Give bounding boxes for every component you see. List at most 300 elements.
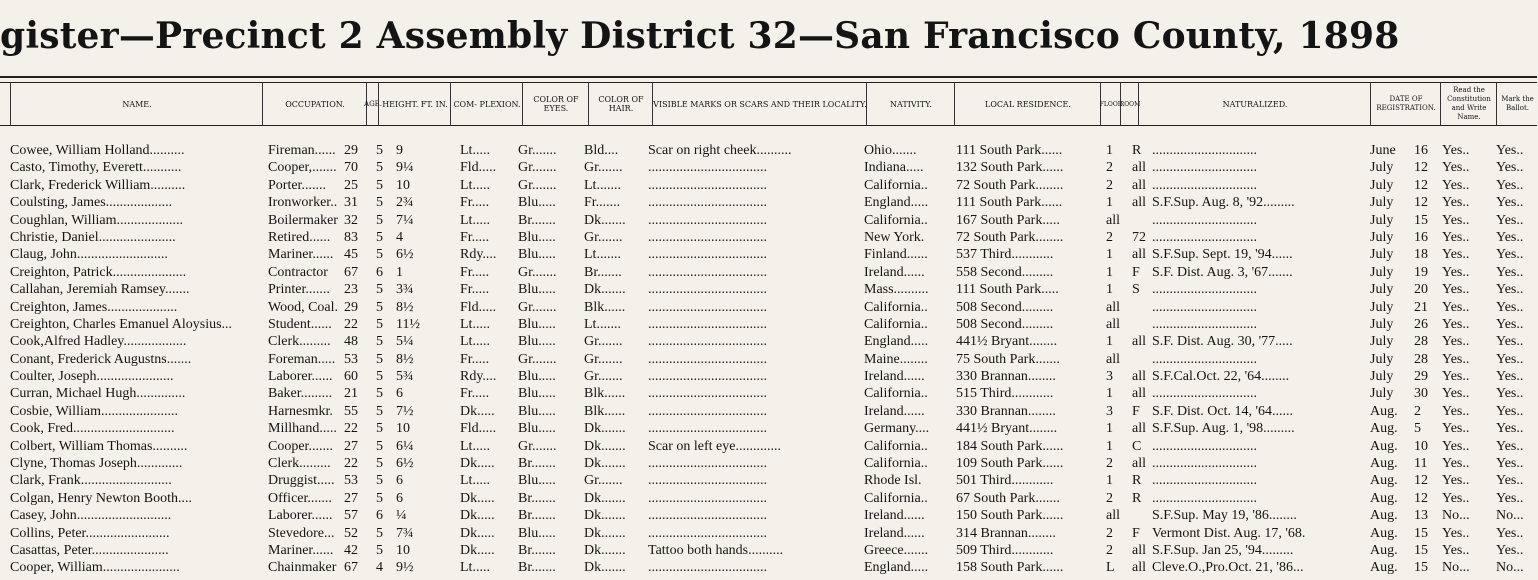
- floor: 2: [1106, 177, 1113, 193]
- hair-color: Dk.......: [584, 438, 626, 454]
- read-write: Yes..: [1442, 351, 1470, 367]
- age: 55: [344, 403, 358, 419]
- occupation: Foreman.....: [268, 351, 336, 367]
- local-residence: 184 South Park......: [956, 438, 1064, 454]
- voter-name: Creighton, Patrick.....................: [10, 264, 187, 280]
- floor: all: [1106, 299, 1120, 315]
- registration-day: 12: [1414, 160, 1428, 176]
- occupation: Chainmaker: [268, 560, 337, 576]
- height-feet: 5: [376, 525, 383, 541]
- occupation: Druggist.....: [268, 473, 335, 489]
- eye-color: Blu.....: [518, 525, 556, 541]
- occupation: Wood, Coal.: [268, 299, 339, 315]
- local-residence: 515 Third............: [956, 386, 1054, 402]
- eye-color: Blu.....: [518, 369, 556, 385]
- naturalized: S.F.Sup. Aug. 8, '92.........: [1152, 195, 1295, 211]
- visible-marks: ..................................: [648, 456, 767, 472]
- height-inches: 6: [396, 473, 403, 489]
- visible-marks: ..................................: [648, 316, 767, 332]
- floor: 3: [1106, 403, 1113, 419]
- floor: 2: [1106, 229, 1113, 245]
- complexion: Lt.....: [460, 177, 490, 193]
- height-inches: 7¼: [396, 212, 414, 228]
- eye-color: Br.......: [518, 490, 556, 506]
- mark-ballot: No...: [1496, 508, 1524, 524]
- naturalized: ..............................: [1152, 160, 1257, 176]
- table-row: [0, 246, 1537, 263]
- mark-ballot: Yes..: [1496, 542, 1524, 558]
- visible-marks: ..................................: [648, 282, 767, 298]
- mark-ballot: Yes..: [1496, 525, 1524, 541]
- height-feet: 5: [376, 212, 383, 228]
- naturalized: ..............................: [1152, 386, 1257, 402]
- occupation: Officer.......: [268, 490, 332, 506]
- registration-day: 15: [1414, 525, 1428, 541]
- read-write: Yes..: [1442, 456, 1470, 472]
- read-write: Yes..: [1442, 282, 1470, 298]
- registration-month: July: [1370, 299, 1394, 315]
- registration-month: July: [1370, 177, 1394, 193]
- occupation: Porter.......: [268, 177, 326, 193]
- header-nativity: NATIVITY.: [866, 83, 955, 125]
- nativity: New York.: [864, 229, 925, 245]
- read-write: Yes..: [1442, 542, 1470, 558]
- local-residence: 441½ Bryant........: [956, 334, 1058, 350]
- registration-month: July: [1370, 195, 1394, 211]
- height-inches: 5¾: [396, 369, 414, 385]
- eye-color: Blu.....: [518, 282, 556, 298]
- hair-color: Dk.......: [584, 508, 626, 524]
- mark-ballot: Yes..: [1496, 229, 1524, 245]
- occupation: Ironworker..: [268, 195, 338, 211]
- header-name: NAME.: [10, 83, 263, 125]
- complexion: Fld.....: [460, 160, 497, 176]
- register-title: gister—Precinct 2 Assembly District 32—San Francisco County, 1898: [0, 15, 1400, 57]
- hair-color: Blk......: [584, 386, 626, 402]
- room: all: [1132, 542, 1146, 558]
- room: all: [1132, 560, 1146, 576]
- naturalized: ..............................: [1152, 351, 1257, 367]
- local-residence: 501 Third............: [956, 473, 1054, 489]
- mark-ballot: Yes..: [1496, 212, 1524, 228]
- read-write: Yes..: [1442, 212, 1470, 228]
- floor: 2: [1106, 160, 1113, 176]
- room: R: [1132, 473, 1142, 489]
- visible-marks: Tattoo both hands..........: [648, 542, 784, 558]
- room: C: [1132, 438, 1142, 454]
- read-write: Yes..: [1442, 177, 1470, 193]
- room: all: [1132, 195, 1146, 211]
- voter-name: Collins, Peter........................: [10, 525, 170, 541]
- age: 60: [344, 369, 358, 385]
- registration-month: July: [1370, 264, 1394, 280]
- voter-name: Claug, John..........................: [10, 247, 168, 263]
- visible-marks: ..................................: [648, 299, 767, 315]
- nativity: California..: [864, 456, 928, 472]
- local-residence: 111 South Park......: [956, 195, 1063, 211]
- hair-color: Fr.......: [584, 195, 621, 211]
- local-residence: 558 Second.........: [956, 264, 1054, 280]
- eye-color: Gr.......: [518, 299, 557, 315]
- age: 22: [344, 421, 358, 437]
- hair-color: Dk.......: [584, 212, 626, 228]
- room: F: [1132, 403, 1140, 419]
- hair-color: Gr.......: [584, 334, 623, 350]
- room: all: [1132, 456, 1146, 472]
- complexion: Dk.....: [460, 403, 495, 419]
- nativity: Germany....: [864, 421, 930, 437]
- naturalized: S.F.Cal.Oct. 22, '64........: [1152, 369, 1290, 385]
- mark-ballot: Yes..: [1496, 351, 1524, 367]
- complexion: Fld.....: [460, 299, 497, 315]
- occupation: Mariner......: [268, 247, 334, 263]
- local-residence: 111 South Park.....: [956, 282, 1059, 298]
- voter-name: Clark, Frederick William..........: [10, 177, 186, 193]
- mark-ballot: Yes..: [1496, 299, 1524, 315]
- mark-ballot: Yes..: [1496, 334, 1524, 350]
- naturalized: S.F.Sup. Jan 25, '94.........: [1152, 542, 1294, 558]
- read-write: Yes..: [1442, 369, 1470, 385]
- height-inches: 10: [396, 421, 410, 437]
- header-registration: DATE OF REGISTRATION.: [1370, 83, 1441, 125]
- mark-ballot: Yes..: [1496, 264, 1524, 280]
- header-occupation: OCCUPATION.: [262, 83, 367, 125]
- height-feet: 5: [376, 299, 383, 315]
- complexion: Rdy....: [460, 369, 497, 385]
- complexion: Lt.....: [460, 334, 490, 350]
- table-row: [0, 507, 1537, 524]
- height-feet: 6: [376, 264, 383, 280]
- visible-marks: Scar on right cheek..........: [648, 143, 792, 158]
- complexion: Lt.....: [460, 316, 490, 332]
- naturalized: S.F. Dist. Aug. 3, '67.......: [1152, 264, 1293, 280]
- eye-color: Blu.....: [518, 195, 556, 211]
- header-hair: COLOR OF HAIR.: [588, 83, 653, 125]
- page-title: [0, 4, 1537, 78]
- table-row: [0, 264, 1537, 281]
- table-row: [0, 559, 1537, 576]
- naturalized: ..............................: [1152, 299, 1257, 315]
- local-residence: 508 Second.........: [956, 299, 1054, 315]
- table-row: [0, 403, 1537, 420]
- mark-ballot: Yes..: [1496, 316, 1524, 332]
- hair-color: Dk.......: [584, 542, 626, 558]
- eye-color: Blu.....: [518, 334, 556, 350]
- naturalized: ..............................: [1152, 473, 1257, 489]
- read-write: Yes..: [1442, 195, 1470, 211]
- eye-color: Gr.......: [518, 177, 557, 193]
- height-feet: 5: [376, 438, 383, 454]
- registration-day: 21: [1414, 299, 1428, 315]
- local-residence: 158 South Park......: [956, 560, 1064, 576]
- hair-color: Lt.......: [584, 316, 621, 332]
- height-inches: 9¼: [396, 160, 414, 176]
- naturalized: ..............................: [1152, 456, 1257, 472]
- age: 22: [344, 316, 358, 332]
- complexion: Fr.....: [460, 264, 490, 280]
- registration-month: Aug.: [1370, 525, 1398, 541]
- voter-name: Coulsting, James...................: [10, 195, 173, 211]
- mark-ballot: Yes..: [1496, 143, 1524, 158]
- mark-ballot: Yes..: [1496, 386, 1524, 402]
- voter-name: Creighton, Charles Emanuel Aloysius...: [10, 316, 233, 332]
- room: F: [1132, 525, 1140, 541]
- mark-ballot: Yes..: [1496, 421, 1524, 437]
- eye-color: Br.......: [518, 212, 556, 228]
- complexion: Fr.....: [460, 195, 490, 211]
- voter-name: Coughlan, William...................: [10, 212, 184, 228]
- height-feet: 5: [376, 369, 383, 385]
- eye-color: Gr.......: [518, 264, 557, 280]
- nativity: Ireland......: [864, 525, 925, 541]
- visible-marks: ..................................: [648, 177, 767, 193]
- occupation: Fireman......: [268, 143, 336, 158]
- visible-marks: ..................................: [648, 334, 767, 350]
- occupation: Clerk.........: [268, 456, 331, 472]
- nativity: Maine........: [864, 351, 928, 367]
- occupation: Laborer......: [268, 369, 333, 385]
- floor: 2: [1106, 456, 1113, 472]
- mark-ballot: Yes..: [1496, 456, 1524, 472]
- height-inches: 8½: [396, 351, 414, 367]
- age: 67: [344, 560, 358, 576]
- naturalized: ..............................: [1152, 438, 1257, 454]
- visible-marks: ..................................: [648, 160, 767, 176]
- height-feet: 5: [376, 177, 383, 193]
- registration-day: 2: [1414, 403, 1421, 419]
- nativity: England.....: [864, 334, 929, 350]
- local-residence: 150 South Park......: [956, 508, 1064, 524]
- visible-marks: ..................................: [648, 403, 767, 419]
- voter-name: Colbert, William Thomas..........: [10, 438, 188, 454]
- voter-rows: [0, 142, 1537, 577]
- floor: 1: [1106, 334, 1113, 350]
- voter-name: Cosbie, William......................: [10, 403, 178, 419]
- naturalized: ..............................: [1152, 229, 1257, 245]
- complexion: Fr.....: [460, 386, 490, 402]
- registration-day: 15: [1414, 542, 1428, 558]
- nativity: California..: [864, 386, 928, 402]
- naturalized: S.F.Sup. Aug. 1, '98.........: [1152, 421, 1295, 437]
- nativity: California..: [864, 299, 928, 315]
- table-row: [0, 455, 1537, 472]
- complexion: Fr.....: [460, 229, 490, 245]
- room: all: [1132, 386, 1146, 402]
- nativity: Ireland......: [864, 403, 925, 419]
- eye-color: Gr.......: [518, 143, 557, 158]
- floor: all: [1106, 212, 1120, 228]
- registration-month: Aug.: [1370, 508, 1398, 524]
- registration-day: 16: [1414, 143, 1428, 158]
- read-write: Yes..: [1442, 299, 1470, 315]
- occupation: Harnesmkr.: [268, 403, 333, 419]
- height-inches: 6½: [396, 247, 414, 263]
- age: 25: [344, 177, 358, 193]
- occupation: Laborer......: [268, 508, 333, 524]
- registration-month: Aug.: [1370, 473, 1398, 489]
- height-inches: 9: [396, 143, 403, 158]
- visible-marks: ..................................: [648, 247, 767, 263]
- floor: all: [1106, 351, 1120, 367]
- registration-day: 19: [1414, 264, 1428, 280]
- voter-name: Callahan, Jeremiah Ramsey.......: [10, 282, 190, 298]
- height-feet: 5: [376, 247, 383, 263]
- age: 32: [344, 212, 358, 228]
- occupation: Retired......: [268, 229, 331, 245]
- height-inches: 3¾: [396, 282, 414, 298]
- registration-day: 28: [1414, 351, 1428, 367]
- mark-ballot: Yes..: [1496, 403, 1524, 419]
- registration-day: 29: [1414, 369, 1428, 385]
- age: 53: [344, 351, 358, 367]
- height-inches: 1: [396, 264, 403, 280]
- read-write: No...: [1442, 560, 1470, 576]
- eye-color: Blu.....: [518, 403, 556, 419]
- visible-marks: ..................................: [648, 560, 767, 576]
- height-feet: 5: [376, 542, 383, 558]
- table-row: [0, 316, 1537, 333]
- occupation: Contractor: [268, 264, 328, 280]
- height-feet: 5: [376, 421, 383, 437]
- visible-marks: Scar on left eye.............: [648, 438, 781, 454]
- voter-name: Cook, Fred.............................: [10, 421, 175, 437]
- hair-color: Dk.......: [584, 490, 626, 506]
- registration-month: Aug.: [1370, 560, 1398, 576]
- hair-color: Dk.......: [584, 560, 626, 576]
- visible-marks: ..................................: [648, 212, 767, 228]
- occupation: Millhand.....: [268, 421, 337, 437]
- hair-color: Bld....: [584, 143, 619, 158]
- floor: 3: [1106, 369, 1113, 385]
- room: all: [1132, 177, 1146, 193]
- floor: 1: [1106, 473, 1113, 489]
- visible-marks: ..................................: [648, 525, 767, 541]
- occupation: Clerk.........: [268, 334, 331, 350]
- occupation: Stevedore...: [268, 525, 335, 541]
- registration-day: 12: [1414, 177, 1428, 193]
- hair-color: Gr.......: [584, 473, 623, 489]
- table-row: [0, 281, 1537, 298]
- height-feet: 5: [376, 334, 383, 350]
- hair-color: Dk.......: [584, 421, 626, 437]
- table-row: [0, 420, 1537, 437]
- voter-name: Coulter, Joseph......................: [10, 369, 174, 385]
- voter-name: Cook,Alfred Hadley..................: [10, 334, 187, 350]
- mark-ballot: Yes..: [1496, 490, 1524, 506]
- occupation: Cooper,.......: [268, 160, 337, 176]
- complexion: Rdy....: [460, 247, 497, 263]
- voter-name: Clark, Frank..........................: [10, 473, 172, 489]
- visible-marks: ..................................: [648, 369, 767, 385]
- registration-day: 15: [1414, 212, 1428, 228]
- header-naturalized: NATURALIZED.: [1138, 83, 1371, 125]
- table-row: [0, 333, 1537, 350]
- registration-day: 12: [1414, 490, 1428, 506]
- registration-month: July: [1370, 369, 1394, 385]
- read-write: Yes..: [1442, 403, 1470, 419]
- read-write: Yes..: [1442, 490, 1470, 506]
- hair-color: Blk......: [584, 403, 626, 419]
- floor: 1: [1106, 195, 1113, 211]
- height-feet: 5: [376, 160, 383, 176]
- complexion: Lt.....: [460, 560, 490, 576]
- registration-day: 20: [1414, 282, 1428, 298]
- age: 21: [344, 386, 358, 402]
- nativity: England.....: [864, 560, 929, 576]
- nativity: Mass..........: [864, 282, 929, 298]
- registration-month: June: [1370, 143, 1396, 158]
- hair-color: Dk.......: [584, 282, 626, 298]
- floor: 1: [1106, 264, 1113, 280]
- height-inches: 10: [396, 177, 410, 193]
- read-write: Yes..: [1442, 143, 1470, 158]
- naturalized: ..............................: [1152, 177, 1257, 193]
- room: S: [1132, 282, 1140, 298]
- visible-marks: ..................................: [648, 229, 767, 245]
- local-residence: 132 South Park......: [956, 160, 1064, 176]
- registration-month: July: [1370, 229, 1394, 245]
- height-inches: 8½: [396, 299, 414, 315]
- table-row: [0, 351, 1537, 368]
- floor: 1: [1106, 438, 1113, 454]
- registration-month: July: [1370, 351, 1394, 367]
- room: all: [1132, 247, 1146, 263]
- registration-month: July: [1370, 282, 1394, 298]
- height-inches: 6: [396, 490, 403, 506]
- height-inches: 10: [396, 542, 410, 558]
- occupation: Printer.......: [268, 282, 330, 298]
- height-inches: 6: [396, 386, 403, 402]
- local-residence: 72 South Park........: [956, 229, 1064, 245]
- naturalized: Cleve.O.,Pro.Oct. 21, '86...: [1152, 560, 1304, 576]
- nativity: Greece.......: [864, 542, 929, 558]
- height-inches: 6½: [396, 456, 414, 472]
- height-inches: 6¼: [396, 438, 414, 454]
- nativity: California..: [864, 490, 928, 506]
- table-row: [0, 542, 1537, 559]
- table-row: [0, 212, 1537, 229]
- registration-month: Aug.: [1370, 421, 1398, 437]
- hair-color: Gr.......: [584, 351, 623, 367]
- read-write: No...: [1442, 508, 1470, 524]
- visible-marks: ..................................: [648, 490, 767, 506]
- mark-ballot: Yes..: [1496, 473, 1524, 489]
- eye-color: Blu.....: [518, 247, 556, 263]
- complexion: Lt.....: [460, 473, 490, 489]
- age: 22: [344, 456, 358, 472]
- complexion: Dk.....: [460, 456, 495, 472]
- floor: 1: [1106, 247, 1113, 263]
- complexion: Lt.....: [460, 143, 490, 158]
- header-floor: FLOOR: [1100, 83, 1121, 125]
- height-inches: ¼: [396, 508, 407, 524]
- registration-day: 16: [1414, 229, 1428, 245]
- table-row: [0, 159, 1537, 176]
- height-feet: 5: [376, 195, 383, 211]
- mark-ballot: No...: [1496, 560, 1524, 576]
- read-write: Yes..: [1442, 438, 1470, 454]
- registration-day: 12: [1414, 195, 1428, 211]
- room: R: [1132, 143, 1142, 158]
- registration-day: 15: [1414, 560, 1428, 576]
- nativity: California..: [864, 212, 928, 228]
- height-feet: 5: [376, 316, 383, 332]
- nativity: Ireland......: [864, 369, 925, 385]
- hair-color: Gr.......: [584, 229, 623, 245]
- room: 72: [1132, 229, 1146, 245]
- room: F: [1132, 264, 1140, 280]
- voter-name: Colgan, Henry Newton Booth....: [10, 490, 192, 506]
